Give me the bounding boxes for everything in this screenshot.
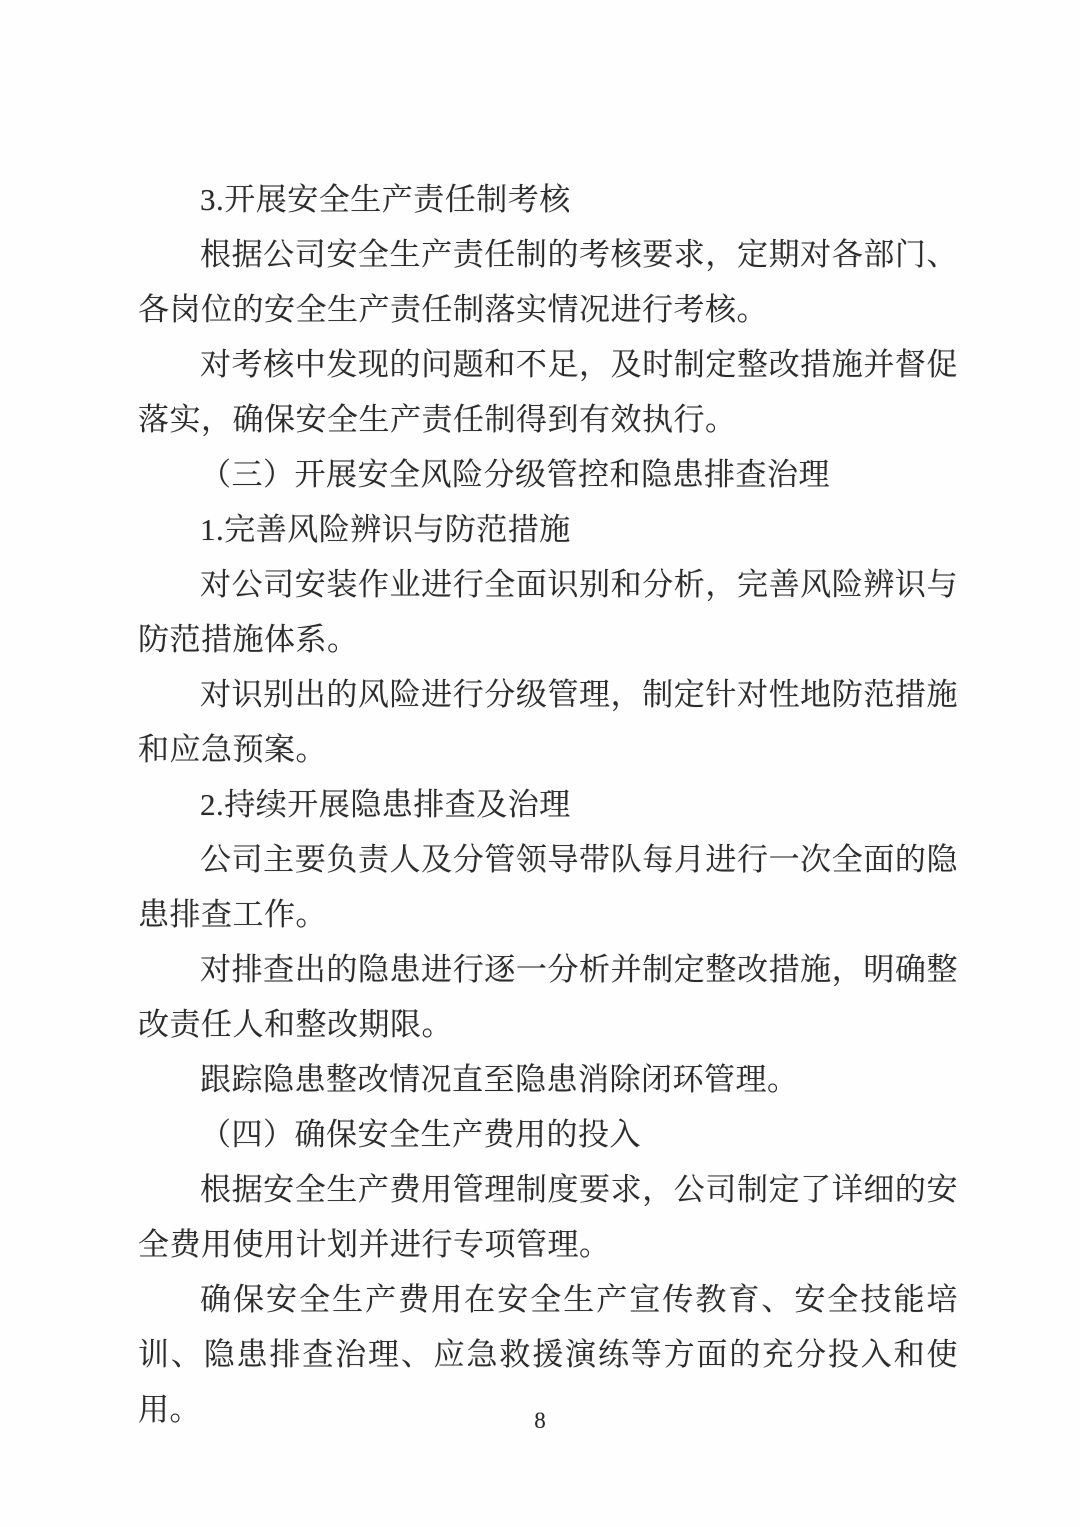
paragraph-body: 根据安全生产费用管理制度要求，公司制定了详细的安全费用使用计划并进行专项管理。	[138, 1172, 958, 1262]
paragraph-numbered-heading: 1.完善风险辨识与防范措施	[200, 512, 571, 547]
paragraph-body: 公司主要负责人及分管领导带队每月进行一次全面的隐患排查工作。	[138, 842, 958, 932]
paragraph-body: 对排查出的隐患进行逐一分析并制定整改措施，明确整改责任人和整改期限。	[138, 952, 958, 1042]
paragraph-body: 确保安全生产费用在安全生产宣传教育、安全技能培训、隐患排查治理、应急救援演练等方面的充分投入和使用。	[138, 1282, 958, 1427]
paragraph-numbered-heading: 2.持续开展隐患排查及治理	[200, 787, 571, 822]
paragraph-section-heading: （四）确保安全生产费用的投入	[200, 1117, 641, 1152]
page-number: 8	[534, 1408, 546, 1433]
paragraph-body: 跟踪隐患整改情况直至隐患消除闭环管理。	[200, 1062, 799, 1097]
page-footer	[0, 1408, 1080, 1434]
paragraph-numbered-heading: 3.开展安全生产责任制考核	[200, 182, 571, 217]
paragraph-section-heading: （三）开展安全风险分级管控和隐患排查治理	[200, 457, 830, 492]
paragraph-body: 对公司安装作业进行全面识别和分析，完善风险辨识与防范措施体系。	[138, 567, 958, 657]
paragraph-body: 对考核中发现的问题和不足，及时制定整改措施并督促落实，确保安全生产责任制得到有效执行。	[138, 347, 958, 437]
document-body	[138, 172, 958, 1437]
paragraph-body: 根据公司安全生产责任制的考核要求，定期对各部门、各岗位的安全生产责任制落实情况进行考核。	[138, 237, 958, 327]
paragraph-body: 对识别出的风险进行分级管理，制定针对性地防范措施和应急预案。	[138, 677, 958, 767]
